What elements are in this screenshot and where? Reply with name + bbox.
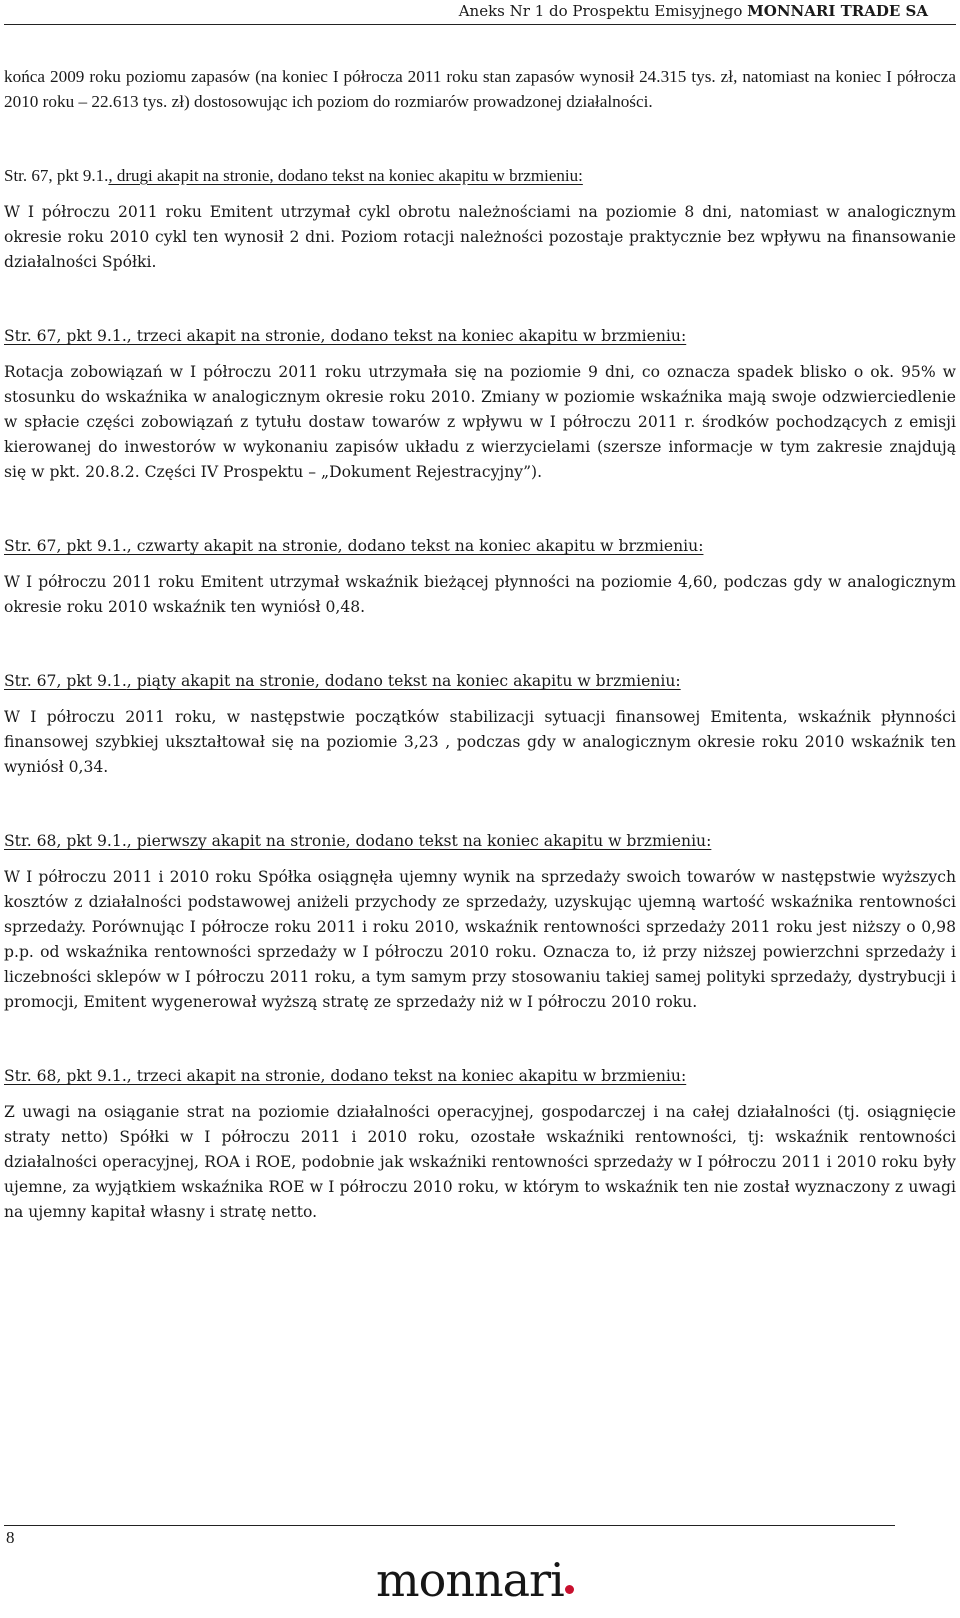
- reference-description: , trzeci akapit na stronie, dodano tekst na koniec akapitu w brzmieniu:: [126, 1067, 687, 1085]
- logo-wordmark: monnari: [376, 1553, 564, 1607]
- page-header: [0, 0, 960, 38]
- reference-location: Str. 67, pkt 9.1.: [4, 166, 109, 185]
- header-company: MONNARI TRADE SA: [747, 2, 928, 20]
- amendment-reference: [4, 1064, 956, 1088]
- amendment-text: W I półroczu 2011 roku Emitent utrzymał wskaźnik bieżącej płynności na poziomie 4,60, podczas gdy w analogicznym okresie roku 2010 wskaźnik ten wyniósł 0,48.: [4, 573, 956, 616]
- page-number: 8: [6, 1528, 15, 1547]
- reference-description: , drugi akapit na stronie, dodano tekst na koniec akapitu w brzmieniu:: [108, 166, 583, 185]
- reference-location: Str. 68, pkt 9.1.: [4, 832, 127, 850]
- amendment-reference: [4, 829, 956, 853]
- amendment-text: Rotacja zobowiązań w I półroczu 2011 roku utrzymała się na poziomie 9 dni, co oznacza spadek blisko o ok. 95% w stosunku do wskaźnika w analogicznym okresie roku 2010. Zmiany w poziomie wskaźnika mają swoje odzwierciedlenie w spłacie części zobowiązań z tytułu dostaw towarów z wpływu w I półroczu 2011 r. środków pochodzących z emisji kierowanej do inwestorów w wykonaniu zapisów układu z wierzycielami (szersze informacje w tym zakresie znajdują się w pkt. 20.8.2. Części IV Prospektu – „Dokument Rejestracyjny”).: [4, 363, 956, 481]
- footer-rule: [4, 1525, 895, 1526]
- logo-dot-icon: [565, 1585, 574, 1594]
- reference-location: Str. 67, pkt 9.1.: [4, 327, 127, 345]
- document-body: [4, 64, 956, 1274]
- amendment-text: Z uwagi na osiąganie strat na poziomie działalności operacyjnej, gospodarczej i na całej działalności (tj. osiągnięcie straty netto) Spółki w I półroczu 2011 i 2010 roku, ozostałe wskaźniki rentowności, tj: wskaźnik rentowności działalności operacyjnej, ROA i ROE, podobnie jak wskaźniki rentowności sprzedaży w I półroczu 2011 i 2010 roku były ujemne, za wyjątkiem wskaźnika ROE w I półroczu 2010 roku, w którym to wskaźnik ten nie został wyznaczony z uwagi na ujemny kapitał własny i stratę netto.: [4, 1103, 956, 1221]
- reference-description: , pierwszy akapit na stronie, dodano tekst na koniec akapitu w brzmieniu:: [126, 832, 712, 850]
- header-prefix: Aneks Nr 1 do Prospektu Emisyjnego: [458, 2, 748, 20]
- paragraph-continuation: końca 2009 roku poziomu zapasów (na koniec I półrocza 2011 roku stan zapasów wynosił 24.315 tys. zł, natomiast na koniec I półrocza 2010 roku – 22.613 tys. zł) dostosowując ich poziom do rozmiarów prowadzonej działalności.: [4, 67, 956, 111]
- page-footer: [0, 1520, 960, 1618]
- reference-location: Str. 68, pkt 9.1.: [4, 1067, 127, 1085]
- reference-location: Str. 67, pkt 9.1.: [4, 537, 127, 555]
- monnari-logo: [376, 1553, 574, 1607]
- amendment-reference: [4, 669, 956, 693]
- reference-description: , trzeci akapit na stronie, dodano tekst na koniec akapitu w brzmieniu:: [126, 327, 687, 345]
- amendment-text: W I półroczu 2011 i 2010 roku Spółka osiągnęła ujemny wynik na sprzedaży swoich towarów w następstwie wyższych kosztów z działalności podstawowej aniżeli przychody ze sprzedaży, uzyskując ujemną wartość wskaźnika rentowności sprzedaży. Porównując I półrocze roku 2011 i roku 2010, wskaźnik rentowności sprzedaży 2011 roku jest niższy o 0,98 p.p. od wskaźnika rentowności sprzedaży w I półroczu 2010 roku. Oznacza to, iż przy niższej powierzchni sprzedaży i liczebności sklepów w I półroczu 2011 roku, a tym samym przy stosowaniu takiej samej polityki sprzedaży, dystrybucji i promocji, Emitent wygenerował wyższą stratę ze sprzedaży niż w I półroczu 2010 roku.: [4, 868, 956, 1011]
- amendment-reference: [4, 324, 956, 348]
- reference-location: Str. 67, pkt 9.1.: [4, 672, 127, 690]
- amendment-reference: [4, 534, 956, 558]
- amendment-text: W I półroczu 2011 roku Emitent utrzymał cykl obrotu należnościami na poziomie 8 dni, natomiast w analogicznym okresie roku 2010 cykl ten wynosił 2 dni. Poziom rotacji należności pozostaje praktycznie bez wpływu na finansowanie działalności Spółki.: [4, 203, 956, 271]
- amendment-text: W I półroczu 2011 roku, w następstwie początków stabilizacji sytuacji finansowej Emitenta, wskaźnik płynności finansowej szybkiej ukształtował się na poziomie 3,23 , podczas gdy w analogicznym okresie roku 2010 wskaźnik ten wyniósł 0,34.: [4, 708, 956, 776]
- reference-description: , czwarty akapit na stronie, dodano tekst na koniec akapitu w brzmieniu:: [126, 537, 704, 555]
- header-title: [459, 2, 928, 20]
- header-rule: [4, 24, 956, 25]
- reference-description: , piąty akapit na stronie, dodano tekst na koniec akapitu w brzmieniu:: [126, 672, 681, 690]
- amendment-reference: [4, 164, 956, 188]
